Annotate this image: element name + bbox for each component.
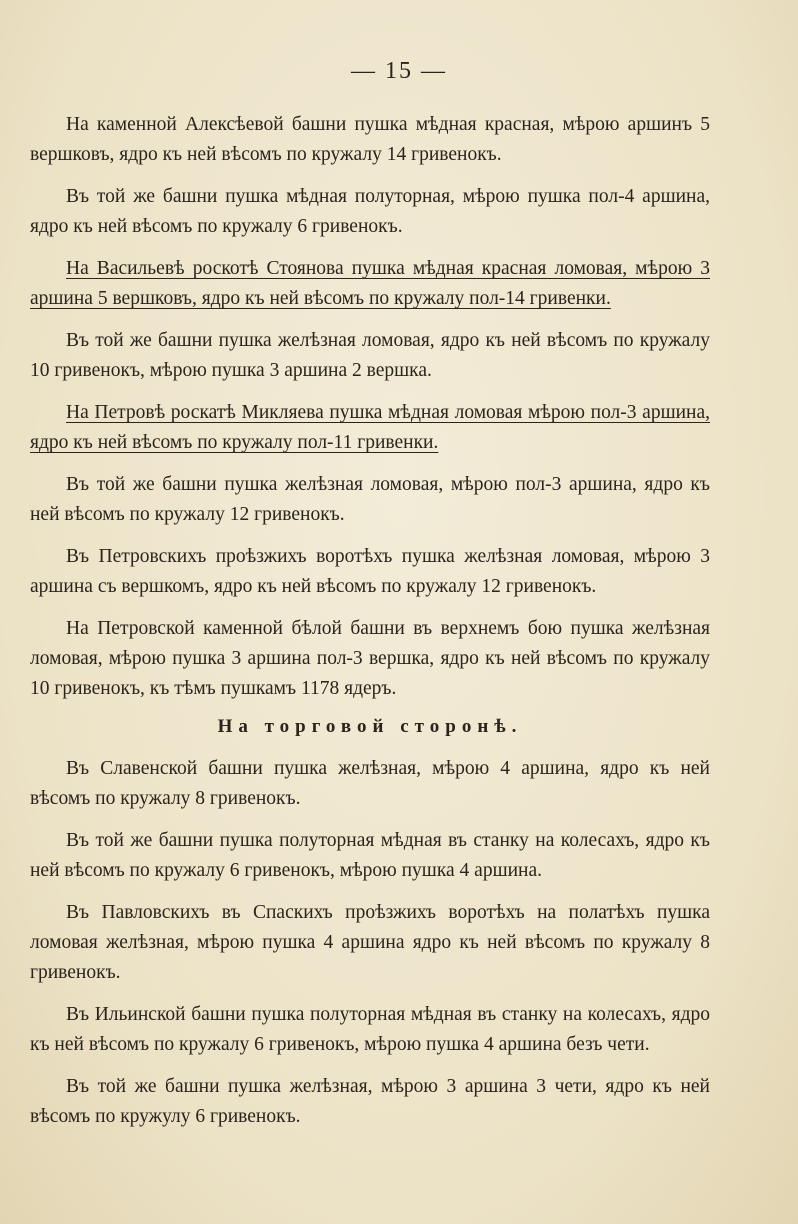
paragraph-underlined: На Петровѣ роскатѣ Микляева пушка мѣдная ломовая мѣрою пол-3 аршина, ядро къ ней вѣсомъ по кружалу пол-11 гривенки. — [30, 402, 710, 453]
paragraph: Въ той же башни пушка желѣзная ломовая, ядро къ ней вѣсомъ по кружалу 10 гривенокъ, мѣрою пушка 3 аршина 2 вершка. — [30, 330, 710, 381]
paragraph: Въ той же башни пушка желѣзная, мѣрою 3 аршина 3 чети, ядро къ ней вѣсомъ по кружулу 6 гривенокъ. — [30, 1076, 710, 1127]
paragraph: Въ той же башни пушка полуторная мѣдная въ станку на колесахъ, ядро къ ней вѣсомъ по кружалу 6 гривенокъ, мѣрою пушка 4 аршина. — [30, 830, 710, 881]
page-number: — 15 — — [351, 58, 447, 84]
paragraph: Въ той же башни пушка желѣзная ломовая, мѣрою пол-3 аршина, ядро къ ней вѣсомъ по кружалу 12 гривенокъ. — [30, 474, 710, 525]
paragraph-underlined: На Васильевѣ роскотѣ Стоянова пушка мѣдная красная ломовая, мѣрою 3 аршина 5 вершковъ, ядро къ ней вѣсомъ по кружалу пол-14 гривенки. — [30, 258, 710, 309]
paragraph: На каменной Алексѣевой башни пушка мѣдная красная, мѣрою аршинъ 5 вершковъ, ядро къ ней вѣсомъ по кружалу 14 гривенокъ. — [30, 114, 710, 165]
paragraph: На Петровской каменной бѣлой башни въ верхнемъ бою пушка желѣзная ломовая, мѣрою пушка 3 аршина пол-3 вершка, ядро къ ней вѣсомъ по кружалу 10 гривенокъ, къ тѣмъ пушкамъ 1178 ядеръ. — [30, 618, 710, 699]
paragraph: Въ той же башни пушка мѣдная полуторная, мѣрою пушка пол-4 аршина, ядро къ ней вѣсомъ по кружалу 6 гривенокъ. — [30, 186, 710, 237]
paragraph: Въ Петровскихъ проѣзжихъ воротѣхъ пушка желѣзная ломовая, мѣрою 3 аршина съ вершкомъ, ядро къ ней вѣсомъ по кружалу 12 гривенокъ. — [30, 546, 710, 597]
page-body — [30, 110, 710, 1144]
paragraph: Въ Ильинской башни пушка полуторная мѣдная въ станку на колесахъ, ядро къ ней вѣсомъ по кружалу 6 гривенокъ, мѣрою пушка 4 аршина безъ чети. — [30, 1004, 710, 1055]
section-heading: На торговой сторонѣ. — [217, 716, 523, 737]
paragraph: Въ Павловскихъ въ Спаскихъ проѣзжихъ воротѣхъ на полатѣхъ пушка ломовая желѣзная, мѣрою пушка 4 аршина ядро къ ней вѣсомъ по кружалу 8 гривенокъ. — [30, 902, 710, 983]
paragraph: Въ Славенской башни пушка желѣзная, мѣрою 4 аршина, ядро къ ней вѣсомъ по кружалу 8 гривенокъ. — [30, 758, 710, 809]
